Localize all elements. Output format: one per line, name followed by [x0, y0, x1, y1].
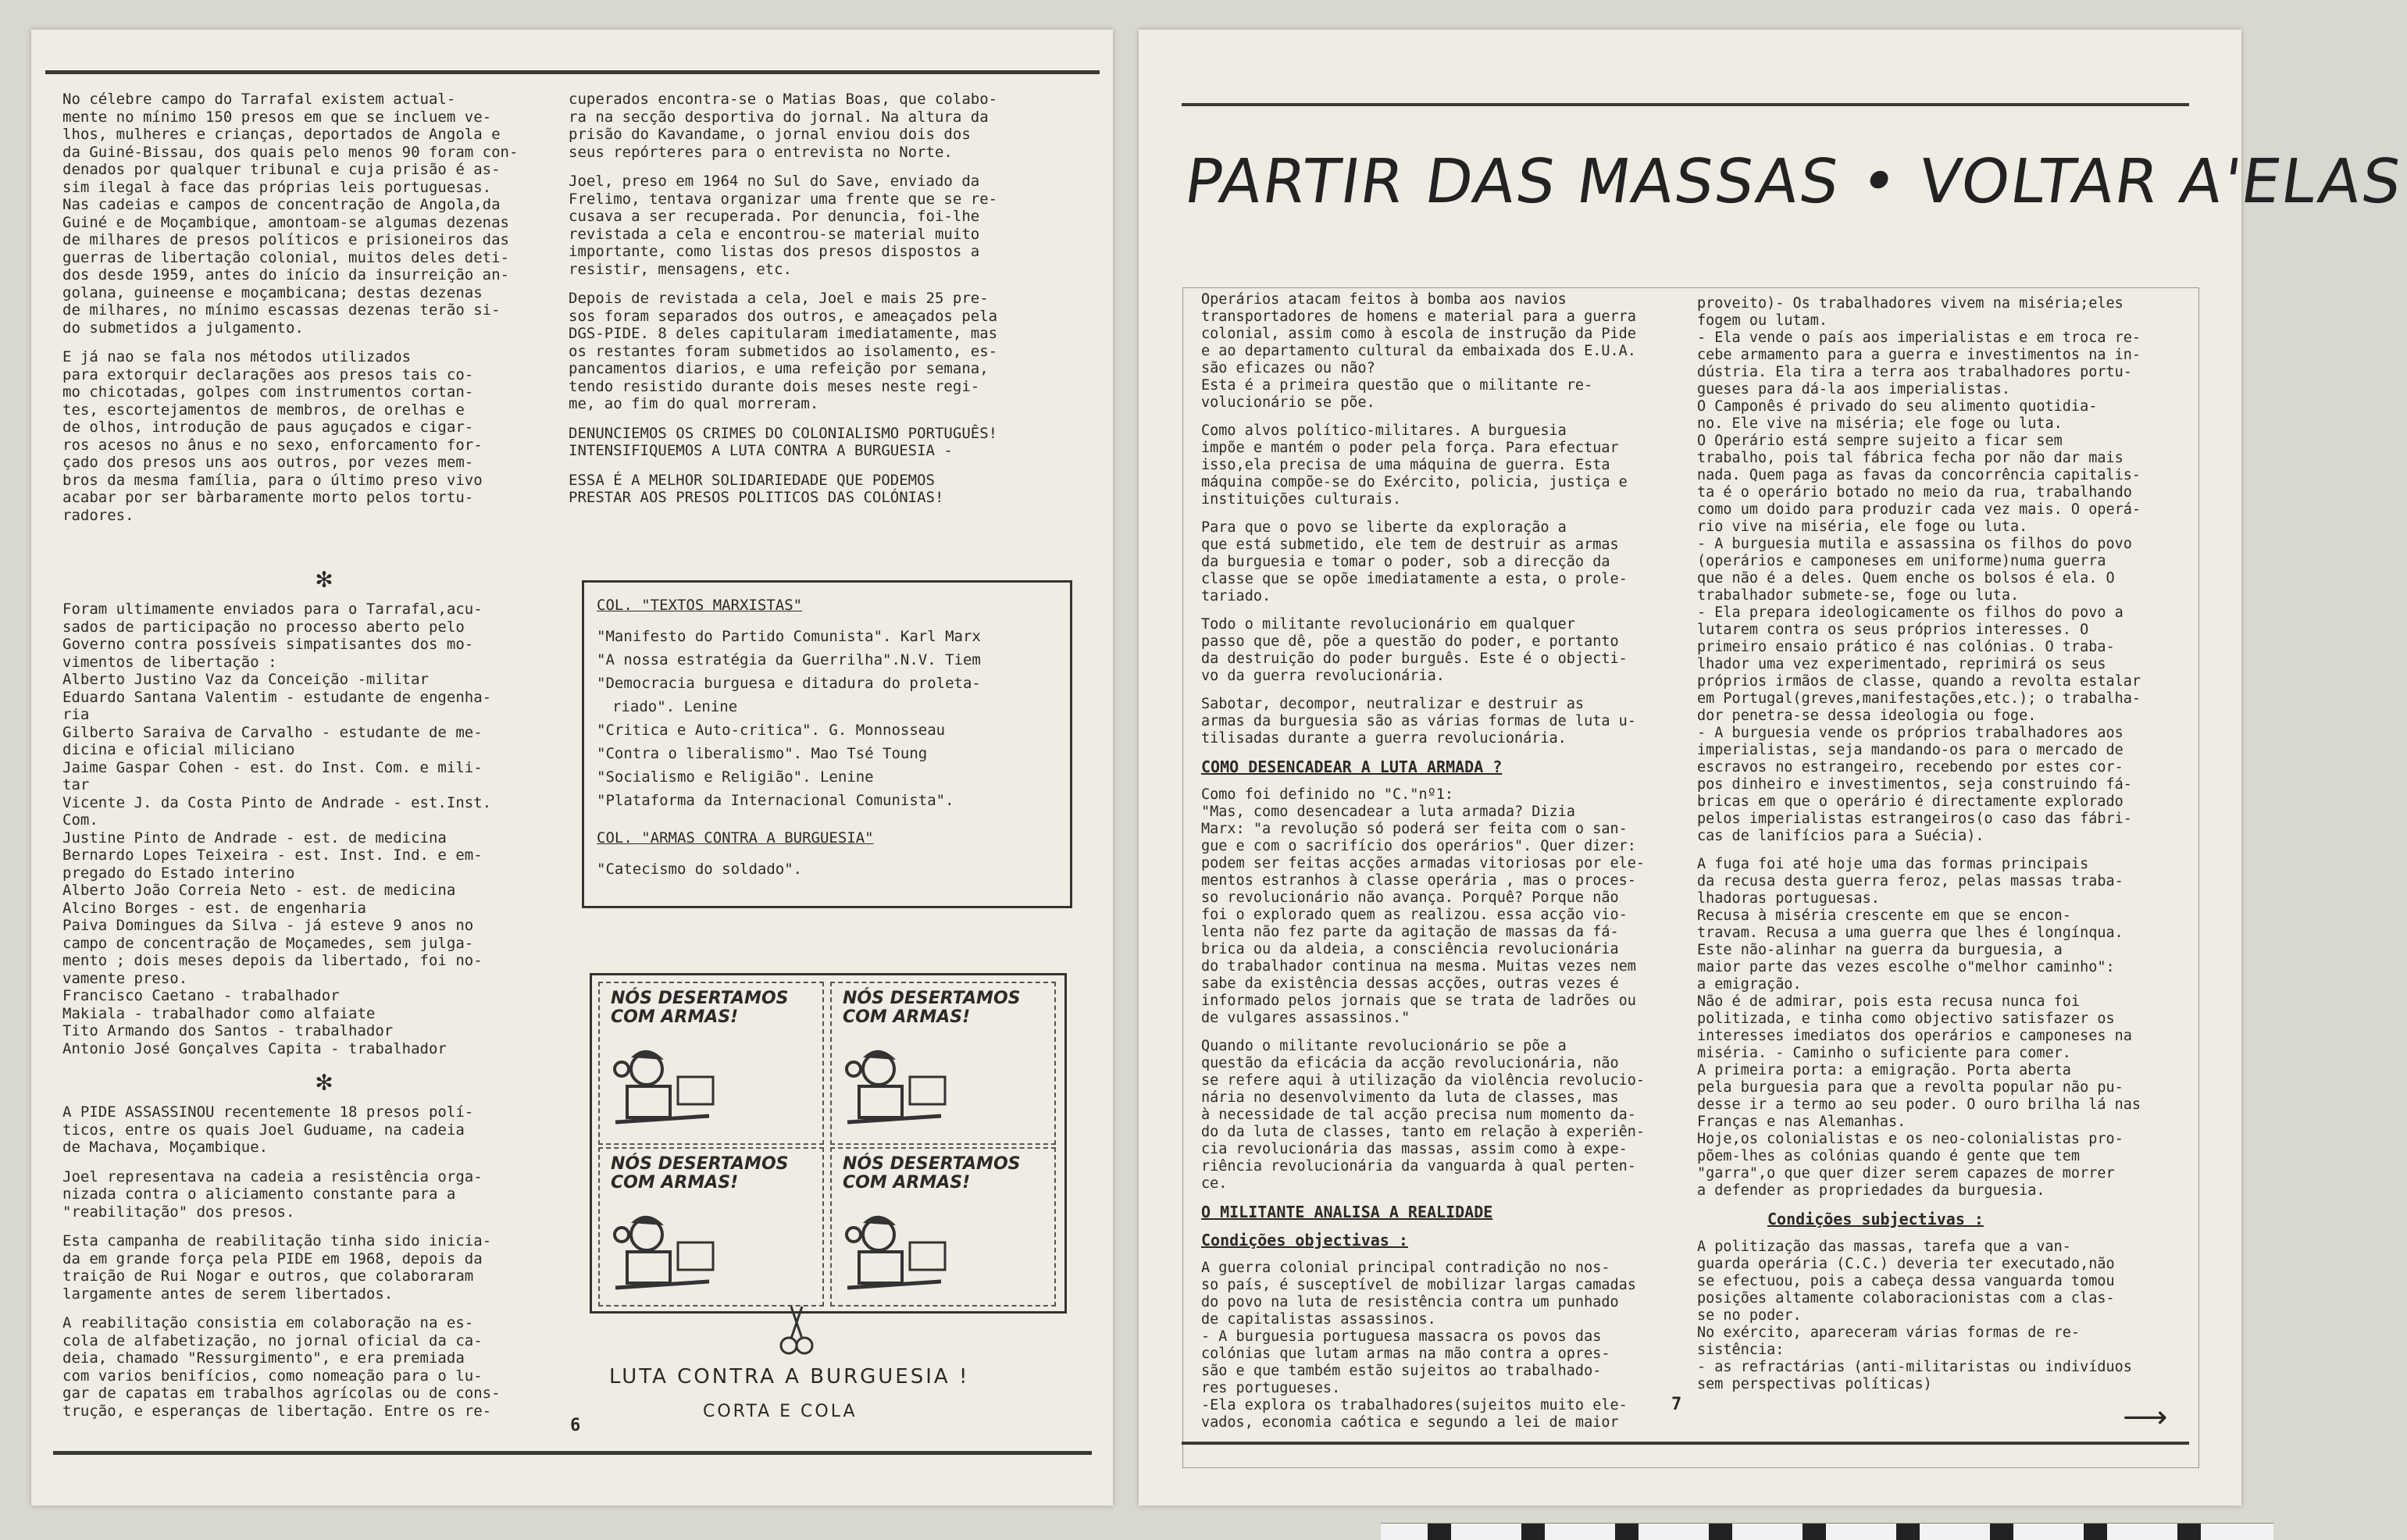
- cartoon-title: NÓS DESERTAMOS COM ARMAS!: [611, 989, 789, 1027]
- paragraph-attacks: Operários atacam feitos à bomba aos navios transportadores de homens e material para a guerra colonial, assim como à escola de instrução da Pide e ao departamento cultural da embaixada dos E.U.A. são eficazes ou não? Esta é a primeira questão que o militante re- volucionário se põe.: [1201, 291, 1636, 411]
- paragraph-sabotage: Sabotar, decompor, neutralizar e destruir as armas da burguesia são as várias formas de luta u- tilisadas durante a guerra revolucionária.: [1201, 696, 1636, 747]
- paragraph-isolation: Depois de revistada a cela, Joel e mais 25 pre- sos foram separados dos outros, e ameaçados pela DGS-PIDE. 8 deles capitularam imediatamente, mas os restantes foram submetidos ao isolamento, es- pancamentos diarios, e uma refeição por semana, tendo resistido durante dois meses neste regi- me, ao fim do qual morreram.: [569, 290, 998, 412]
- asterisk-ornament-icon: ✻: [316, 563, 333, 594]
- right-page: [1139, 30, 2407, 1506]
- desertion-cartoon: [590, 973, 1067, 1314]
- continue-arrow-icon: ⟶: [2123, 1399, 2168, 1435]
- left-page: [31, 30, 1113, 1506]
- paragraph-torture-methods: E já nao se fala nos métodos utilizados para extorquir declarações aos presos tais co- mo chicotadas, golpes com instrumentos cortan- tes, escortejamentos de membros, de orelhas e de olhos, introdução de paus aguçados e cigar- ros acesos no ânus e no sexo, enforcamento for- çado dos presos uns aos outros, por vezes mem- bros da mesma família, para o último preso vivo acabar por ser bàrbaramente morto pelos tortu- radores.: [62, 348, 483, 524]
- list-item: riado". Lenine: [612, 698, 738, 715]
- paragraph-solidarity: ESSA É A MELHOR SOLIDARIEDADE QUE PODEMOS PRESTAR AOS PRESOS POLITICOS DAS COLÓNIAS!: [569, 471, 944, 506]
- page-number: 7: [1671, 1395, 1682, 1414]
- cartoon-title: NÓS DESERTAMOS COM ARMAS!: [843, 1154, 1021, 1192]
- collection-heading-marxist-texts: COL. "TEXTOS MARXISTAS": [597, 597, 803, 614]
- paragraph-joel-arrest: Joel, preso em 1964 no Sul do Save, enviado da Frelimo, tentava organizar uma frente que se re- cusava a ser recuperada. Por denuncia, foi-lhe revistada a cela e encontrou-se material muito importante, como listas dos presos dispostos a resistir, mensagens, etc.: [569, 173, 998, 278]
- paragraph-tarrafal-sent: Foram ultimamente enviados para o Tarrafal,acu- sados de participação no processo aberto pelo Governo contra possíveis simpatisantes dos mo- vimentos de libertação :: [62, 601, 483, 671]
- scale-ruler: [1381, 1523, 2273, 1540]
- subheading-objective-conditions: Condições objectivas :: [1201, 1231, 1408, 1249]
- soldier-drawing-icon: [832, 1149, 1054, 1305]
- list-item: "Contra o liberalismo". Mao Tsé Toung: [597, 745, 928, 762]
- list-item: "Manifesto do Partido Comunista". Karl Marx: [597, 628, 981, 645]
- subheading-subjective-conditions: Condições subjectivas :: [1767, 1210, 1984, 1228]
- paragraph-rehabilitation-details: A reabilitação consistia em colaboração na es- cola de alfabetização, no jornal oficial da ca- deia, chamado "Ressurgimento", e era premiada com varios benifícios, como nomeação para o lu- gar de capatas em trabalhos agrícolas ou de cons- trução, e esperanças de libertação. Entre os re-: [62, 1314, 501, 1420]
- asterisk-ornament-icon: ✻: [316, 1066, 333, 1097]
- paragraph-politicization: A politização das massas, tarefa que a van- guarda operária (C.C.) deveria ter executado,não se efectuou, pois a cabeça dessa vanguarda tomou posições altamente colaboracionistas com a clas- se no poder. No exército, apareceram várias formas de re- sistência: - as refractárias (anti-militaristas ou indivíduos sem perspectivas políticas): [1697, 1239, 2132, 1392]
- right-page-left-column: [1201, 291, 1693, 1442]
- list-item: "Plataforma da Internacional Comunista".: [597, 792, 954, 809]
- right-page-right-column: [1697, 295, 2205, 1404]
- paragraph-colonial-war: A guerra colonial principal contradição no nos- so país, é susceptível de mobilizar largas camadas do povo na luta de resistência contra um punhado de capitalistas assassinos. - A burguesia portuguesa massacra os povos das colónias que lutam armas na mão contra a opres- são e que também estão sujeitos ao trabalhado- res portugueses. -Ela explora os trabalhadores(sujeitos muito ele- vados, economia caótica e segundo a lei de maior: [1201, 1260, 1636, 1431]
- cartoon-panel: [830, 1147, 1056, 1307]
- paragraph-tarrafal: No célebre campo do Tarrafal existem actual- mente no mínimo 150 presos em que se incluem ve- lhos, mulheres e crianças, deportados de Angola e da Guiné-Bissau, dos quais pelo menos 90 foram con- denados por qualquer tribunal e cuja prisão é as- sim ilegal à face das próprias leis portuguesas. Nas cadeias e campos de concentração de Angola,da Guiné e de Moçambique, amontoam-se algumas dezenas de milhares de presos políticos e prisioneiros das guerras de libertação colonial, muitos deles deti- dos desde 1959, antes do início da insurreição an- golana, guineense e moçambicana; destas dezenas de milhares, no mínimo escassas dezenas terão si- do submetidos a julgamento.: [62, 91, 519, 337]
- scissors-icon: [777, 1303, 816, 1357]
- list-item: "Critica e Auto-critica". G. Monnosseau: [597, 722, 946, 739]
- list-item: "Socialismo e Religião". Lenine: [597, 768, 874, 786]
- list-prisoner-names: Alberto Justino Vaz da Conceição -militar Eduardo Santana Valentim - estudante de engenha- ria Gilberto Saraiva de Carvalho - estudante de me- dicina e oficial miliciano Jaime Gaspar Cohen - est. do Inst. Com. e mili- tar Vicente J. da Costa Pinto de Andrade - est.Inst. Com. Justine Pinto de Andrade - est. de medicina Bernardo Lopes Teixeira - est. Inst. Ind. e em- pregado do Estado interino Alberto João Correia Neto - est. de medicina Alcino Borges - est. de engenharia Paiva Domingues da Silva - já esteve 9 anos no campo de concentração de Moçamedes, sem julga- mento ; dois meses depois da libertado, foi no- vamente preso. Francisco Caetano - trabalhador Makiala - trabalhador como alfaiate Tito Armando dos Santos - trabalhador Antonio José Gonçalves Capita - trabalhador: [62, 671, 492, 1057]
- cartoon-title: NÓS DESERTAMOS COM ARMAS!: [611, 1154, 789, 1192]
- right-column: [569, 91, 1107, 519]
- slogan-cut-and-paste: CORTA E COLA: [703, 1402, 858, 1421]
- weapons-list: [597, 857, 1057, 881]
- left-column: [62, 91, 586, 1431]
- cartoon-panel: [830, 982, 1056, 1145]
- soldier-drawing-icon: [600, 1149, 822, 1305]
- page-number: 6: [570, 1416, 581, 1435]
- collection-heading-weapons: COL. "ARMAS CONTRA A BURGUESIA": [597, 829, 874, 847]
- soldier-drawing-icon: [832, 983, 1054, 1143]
- list-item: "Democracia burguesa e ditadura do proleta-: [597, 675, 981, 692]
- paragraph-workers-flee: proveito)- Os trabalhadores vivem na miséria;eles fogem ou lutam. - Ela vende o país aos imperialistas e em troca re- cebe armamento para a guerra e investimentos na in- dústria. Ela tira a terra aos trabalhadores portu- gueses para dá-la aos imperialistas. O Camponês é privado do seu alimento quotidia- no. Ele vive na miséria; ele foge ou luta. O Operário está sempre sujeito a ficar sem trabalho, pois tal fábrica fecha por não dar mais nada. Quem paga as favas da concorrência capitalis- ta é o operário botado no meio da rua, trabalhando como um doido para produzir cada vez mais. O operá- rio vive na miséria, ele foge ou luta. - A burguesia mutila e assassina os filhos do povo (operários e camponeses em uniforme)numa guerra que não é a deles. Quem enche os bolsos é ela. O trabalhador submete-se, foge ou luta. - Ela prepara ideologicamente os filhos do povo a lutarem contra os seus próprios interesses. O primeiro ensaio prático é nas colónias. O traba- lhador uma vez experimentado, reprimirá os seus próprios irmãos de classe, quando a revolta estalar em Portugal(greves,manifestações,etc.); o trabalha- dor penetra-se dessa ideologia ou foge. - A burguesia vende os próprios trabalhadores aos imperialistas, seja mandando-os para o mercado de escravos no estrangeiro, recebendo por estes cor- pos dinheiro e investimentos, seja construindo fá- bricas em que o operário é directamente explorado pelos imperialistas estrangeiros(o caso das fábri- cas de lanifícios para a Suécia).: [1697, 295, 2141, 844]
- top-rule: [1182, 103, 2189, 106]
- paragraph-recovered: cuperados encontra-se o Matias Boas, que colabo- ra na secção desportiva do jornal. Na altura da prisão do Kavandame, o jornal enviou dois dos seus repórteres para o entrevista no Norte.: [569, 91, 998, 161]
- paragraph-liberation: Para que o povo se liberte da exploração a que está submetido, ele tem de destruir as armas da burguesia e tomar o poder, sob a direcção da classe que se opõe imediatamente a esta, o prole- tariado.: [1201, 519, 1628, 604]
- paragraph-efficacy: Quando o militante revolucionário se põe a questão da eficácia da acção revolucionária, não se refere aqui à utilização da violência revolucio- nária no desenvolvimento da luta de classes, mas à necessidade de tal acção precisa num momento da- do da luta de classes, tanto em relação à experiên- cia revolucionária das massas, assim como à expe- riência revolucionária da vanguarda à qual perten- ce.: [1201, 1038, 1646, 1192]
- paragraph-marx-quote: Como foi definido no "C."nº1: "Mas, como desencadear a luta armada? Dizia Marx: "a revolução só poderá ser feita com o san- gue e com o sacrifício dos operários". Quer dizer: podem ser feitas acções armadas vitoriosas por ele- mentos estranhos à classe operária , mas o proces- so revolucionário não avança. Porquê? Porque não foi o explorado quem as realizou. essa acção vio- lenta não fez parte da agitação de massas da fá- brica ou da aldeia, a consciência revolucionária do trabalhador continua na mesma. Muitas vezes nem sabe da existência dessas acções, outras vezes é informado pelos jornais que se trata de ladrões ou de vulgares assassinos.": [1201, 786, 1646, 1026]
- page-headline: PARTIR DAS MASSAS • VOLTAR A'ELAS: [1180, 147, 2407, 217]
- list-item: "Catecismo do soldado".: [597, 861, 803, 878]
- paragraph-emigration: A fuga foi até hoje uma das formas principais da recusa desta guerra feroz, pelas massas traba- lhadoras portuguesas. Recusa à miséria crescente em que se encon- travam. Recusa a uma guerra que lhes é longínqua. Este não-alinhar na guerra da burguesia, a maior parte das vezes escolhe o"melhor caminho": a emigração. Não é de admirar, pois esta recusa nunca foi politizada, e tinha como objectivo satisfazer os interesses imediatos dos operários e camponeses na miséria. - Caminho o suficiente para comer. A primeira porta: a emigração. Porta aberta pela burguesia para que a revolta popular não pu- desse ir a termo ao seu poder. O ouro brilha lá nas Franças e nas Alemanhas. Hoje,os colonialistas e os neo-colonialistas pro- põem-lhes as colónias quando é gente que tem "garra",o que quer dizer serem capazes de morrer a defender as propriedades da burguesia.: [1697, 856, 2141, 1199]
- marxist-texts-list: [597, 625, 1057, 812]
- paragraph-military-targets: Como alvos político-militares. A burguesia impõe e mantém o poder pela força. Para efectuar isso,ela precisa de uma máquina de guerra. Esta máquina compõe-se do Exército, policia, justiça e instituições culturais.: [1201, 422, 1628, 508]
- cartoon-title: NÓS DESERTAMOS COM ARMAS!: [843, 989, 1021, 1027]
- slogan-fight-bourgeoisie: LUTA CONTRA A BURGUESIA !: [609, 1365, 970, 1388]
- paragraph-denounce: DENUNCIEMOS OS CRIMES DO COLONIALISMO PORTUGUÊS! INTENSIFIQUEMOS A LUTA CONTRA A BURGUESIA -: [569, 424, 998, 459]
- paragraph-rehabilitation-campaign: Esta campanha de reabilitação tinha sido inicia- da em grande força pela PIDE em 1968, depois da traição de Rui Nogar e outros, que colaboraram largamente antes de serem libertados.: [62, 1232, 492, 1303]
- top-rule: [45, 70, 1100, 74]
- publications-box: [582, 580, 1072, 908]
- list-item: "A nossa estratégia da Guerrilha".N.V. Tiem: [597, 651, 981, 668]
- paragraph-militant: Todo o militante revolucionário em qualquer passo que dê, põe a questão do poder, e portanto da destruição do poder burguês. Este é o objecti- vo da guerra revolucionária.: [1201, 616, 1628, 684]
- soldier-drawing-icon: [600, 983, 822, 1143]
- bottom-rule: [1182, 1442, 2189, 1445]
- subheading-armed-struggle: COMO DESENCADEAR A LUTA ARMADA ?: [1201, 758, 1503, 776]
- paragraph-pide-murders: A PIDE ASSASSINOU recentemente 18 presos polí- ticos, entre os quais Joel Guduame, na cadeia de Machava, Moçambique.: [62, 1103, 474, 1156]
- subheading-analyses-reality: O MILITANTE ANALISA A REALIDADE: [1201, 1203, 1493, 1221]
- bottom-rule: [53, 1451, 1092, 1455]
- paragraph-joel-resistance: Joel representava na cadeia a resistência orga- nizada contra o aliciamento constante para a "reabilitação" dos presos.: [62, 1167, 483, 1221]
- cartoon-panel: [598, 982, 824, 1145]
- cartoon-panel: [598, 1147, 824, 1307]
